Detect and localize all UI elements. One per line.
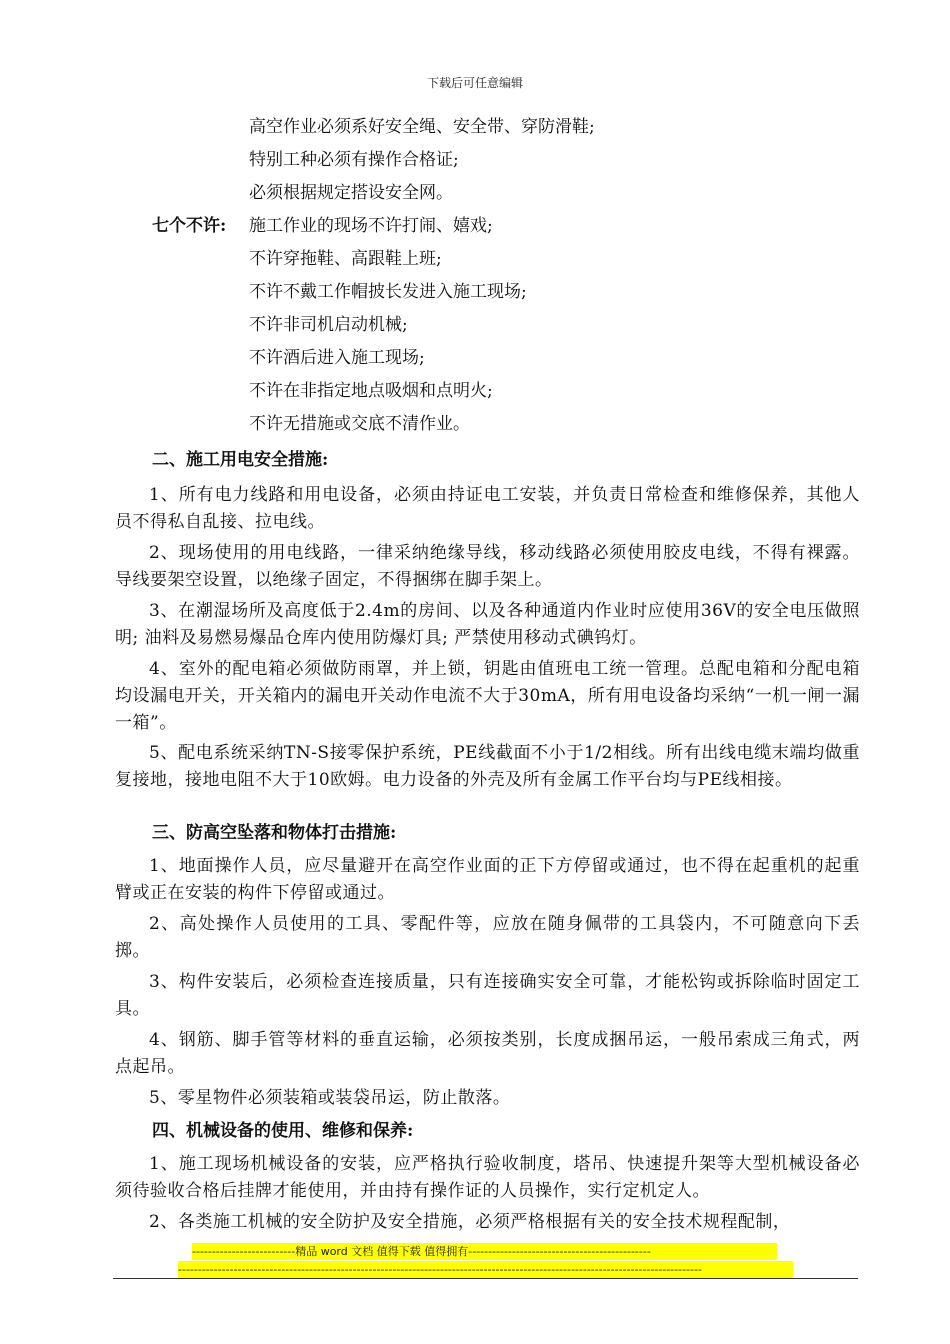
footer-divider — [113, 1278, 858, 1279]
footer-banner: --------------------------精品 word 文档 值得下载 值得拥有---------------------------------------------- — [192, 1243, 777, 1260]
list-item: 必须根据规定搭设安全网。 — [249, 183, 453, 203]
rule-item: 不许酒后进入施工现场; — [249, 348, 425, 368]
list-item: 特别工种必须有操作合格证; — [249, 150, 459, 170]
rule-item: 不许非司机启动机械; — [249, 315, 408, 335]
section-heading: 四、机械设备的使用、维修和保养: — [152, 1121, 414, 1141]
rule-item: 不许无措施或交底不清作业。 — [249, 414, 470, 434]
paragraph: 3、在潮湿场所及高度低于2.4m的房间、以及各种通道内作业时应使用36V的安全电压做照明; 油料及易燃易爆品仓库内使用防爆灯具; 严禁使用移动式碘钨灯。 — [115, 601, 860, 648]
list-item: 高空作业必须系好安全绳、安全带、穿防滑鞋; — [249, 117, 595, 137]
paragraph: 3、构件安装后，必须检查连接质量，只有连接确实安全可靠，才能松钩或拆除临时固定工具。 — [115, 972, 860, 1019]
rule-item: 施工作业的现场不许打闹、嬉戏; — [249, 216, 493, 236]
footer-banner-dashes: ------------------------------------------------------------------------------------------------------------------------------------ — [178, 1261, 793, 1278]
page-header: 下载后可任意编辑 — [426, 76, 523, 90]
paragraph: 5、配电系统采纳TN-S接零保护系统，PE线截面不小于1/2相线。所有出线电缆末端均做重复接地，接地电阻不大于10欧姆。电力设备的外壳及所有金属工作平台均与PE线相接。 — [115, 743, 860, 790]
rule-item: 不许穿拖鞋、高跟鞋上班; — [249, 249, 442, 269]
paragraph: 2、各类施工机械的安全防护及安全措施，必须严格根据有关的安全技术规程配制， — [149, 1212, 791, 1232]
rule-item: 不许在非指定地点吸烟和点明火; — [249, 381, 493, 401]
rules-label: 七个不许: — [152, 216, 227, 236]
rule-item: 不许不戴工作帽披长发进入施工现场; — [249, 282, 527, 302]
paragraph: 1、所有电力线路和用电设备，必须由持证电工安装，并负责日常检查和维修保养，其他人员不得私自乱接、拉电线。 — [115, 485, 860, 532]
paragraph: 4、室外的配电箱必须做防雨罩，并上锁，钥匙由值班电工统一管理。总配电箱和分配电箱均设漏电开关，开关箱内的漏电开关动作电流不大于30mA，所有用电设备均采纳“一机一闸一漏一箱”。 — [115, 659, 860, 733]
paragraph: 2、高处操作人员使用的工具、零配件等，应放在随身佩带的工具袋内，不可随意向下丢掷。 — [115, 914, 860, 961]
section-heading: 三、防高空坠落和物体打击措施: — [152, 823, 397, 843]
section-heading: 二、施工用电安全措施: — [152, 450, 329, 470]
paragraph: 2、现场使用的用电线路，一律采纳绝缘导线，移动线路必须使用胶皮电线，不得有裸露。导线要架空设置，以绝缘子固定，不得捆绑在脚手架上。 — [115, 543, 860, 590]
paragraph: 1、施工现场机械设备的安装，应严格执行验收制度，塔吊、快速提升架等大型机械设备必须待验收合格后挂牌才能使用，并由持有操作证的人员操作，实行定机定人。 — [115, 1154, 860, 1201]
paragraph: 4、钢筋、脚手管等材料的垂直运输，必须按类别，长度成捆吊运，一般吊索成三角式，两点起吊。 — [115, 1030, 860, 1077]
paragraph: 5、零星物件必须装箱或装袋吊运，防止散落。 — [149, 1088, 511, 1108]
paragraph: 1、地面操作人员，应尽量避开在高空作业面的正下方停留或通过，也不得在起重机的起重臂或正在安装的构件下停留或通过。 — [115, 856, 860, 903]
